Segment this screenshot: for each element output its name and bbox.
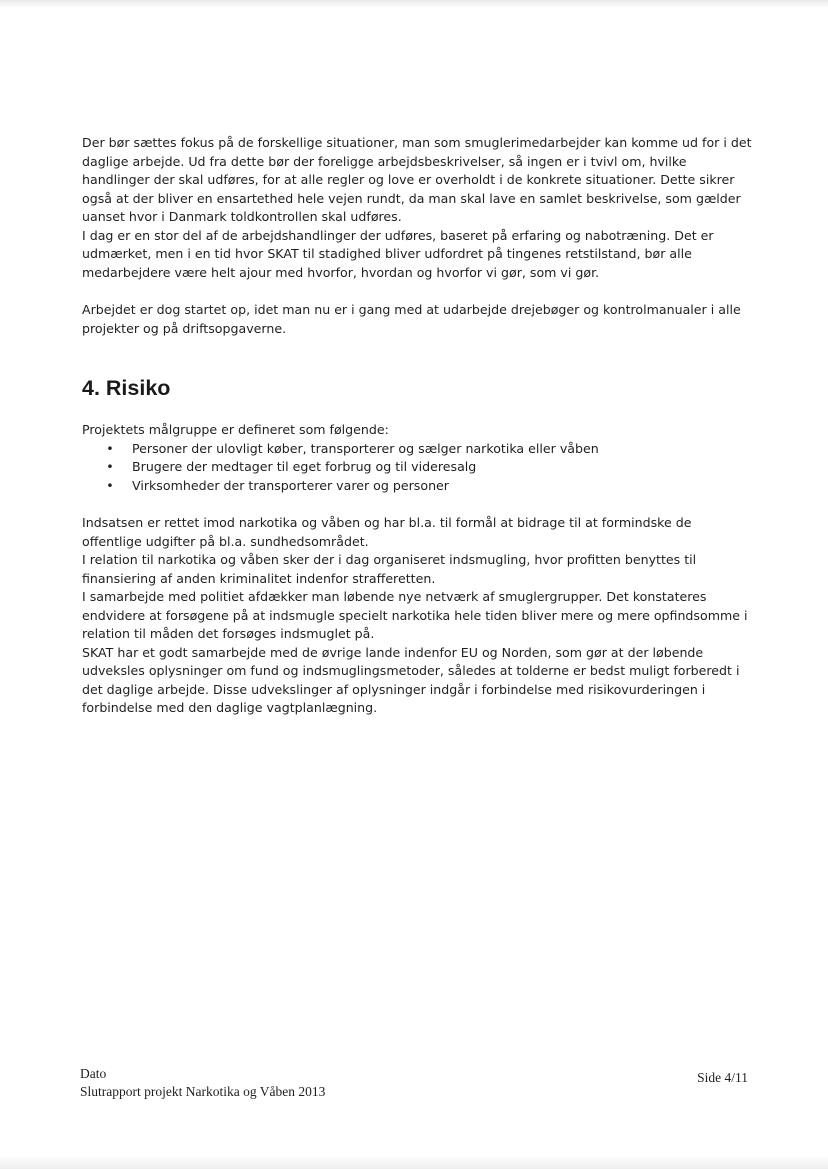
scan-top-edge: [0, 0, 828, 8]
bullet-icon: •: [106, 440, 114, 456]
section-heading-risiko: 4. Risiko: [82, 376, 171, 400]
bullet-icon: •: [106, 477, 114, 493]
target-group-intro: Projektets målgruppe er defineret som følgende:: [82, 422, 389, 437]
scan-bottom-edge: [0, 1155, 828, 1169]
paragraph-purpose: Indsatsen er rettet imod narkotika og våben og har bl.a. til formål at bidrage til at formindske de offentlige udgifter på bl.a. sundhedsområdet.: [82, 515, 692, 549]
footer-page-number: Side 4/11: [697, 1070, 748, 1085]
paragraph-international-cooperation: SKAT har et godt samarbejde med de øvrige lande indenfor EU og Norden, som gør at der løbende udveksles oplysninger om fund og indsmuglingsmetoder, således at tolderne er bedst muligt forberedt i det daglige arbejde. Disse udvekslinger af oplysninger indgår i forbindelse med risikovurderingen i forbindelse med den daglige vagtplanlægning.: [82, 644, 740, 715]
page-footer: [80, 1065, 752, 1101]
document-body: [82, 134, 752, 718]
list-item: [104, 477, 752, 496]
footer-date-label: Dato: [80, 1066, 107, 1081]
paragraph-organised-smuggling: I relation til narkotika og våben sker der i dag organiseret indsmugling, hvor profitten benyttes til finansiering af anden kriminalitet indenfor strafferetten.: [82, 552, 697, 586]
list-item: [104, 440, 752, 459]
paragraph-neighbour-training: I dag er en stor del af de arbejdshandlinger der udføres, baseret på erfaring og nabotræning. Det er udmærket, men i en tid hvor SKAT til stadighed bliver udfordret på tingenes retstilstand, bør alle medarbejdere være helt ajour med hvorfor, hvordan og hvorfor vi gør, som vi gør.: [82, 227, 714, 280]
paragraph-work-descriptions: Der bør sættes fokus på de forskellige situationer, man som smuglerimedarbejder kan komme ud for i det daglige arbejde. Ud fra dette bør der foreligge arbejdsbeskrivelser, så ingen er i tvivl om, hvilke handlinger der skal udføres, for at alle regler og love er overholdt i de konkrete situationer. Dette sikrer også at der bliver en ensartethed hele vejen rundt, da man skal lave en samlet beskrivelse, som gælder uanset hvor i Danmark toldkontrollen skal udføres.: [82, 135, 752, 224]
bullet-icon: •: [106, 459, 114, 474]
list-item-text: Virksomheder der transporterer varer og personer: [132, 477, 449, 493]
list-item-text: Brugere der medtager til eget forbrug og til videresalg: [132, 459, 477, 474]
footer-report-title: Slutrapport projekt Narkotika og Våben 2013: [80, 1084, 326, 1099]
paragraph-manuals: Arbejdet er dog startet op, idet man nu er i gang med at udarbejde drejebøger og kontrolmanualer i alle projekter og på driftsopgaverne.: [82, 302, 741, 336]
target-group-list: [82, 440, 752, 496]
list-item-text: Personer der ulovligt køber, transporterer og sælger narkotika eller våben: [132, 440, 599, 456]
paragraph-police-cooperation: I samarbejde med politiet afdækker man løbende nye netværk af smuglergrupper. Det konstateres endvidere at forsøgene på at indsmugle specielt narkotika hele tiden bliver mere og mere opfindsomme i relation til måden det forsøges indsmuglet på.: [82, 589, 748, 641]
list-item: [104, 458, 752, 477]
